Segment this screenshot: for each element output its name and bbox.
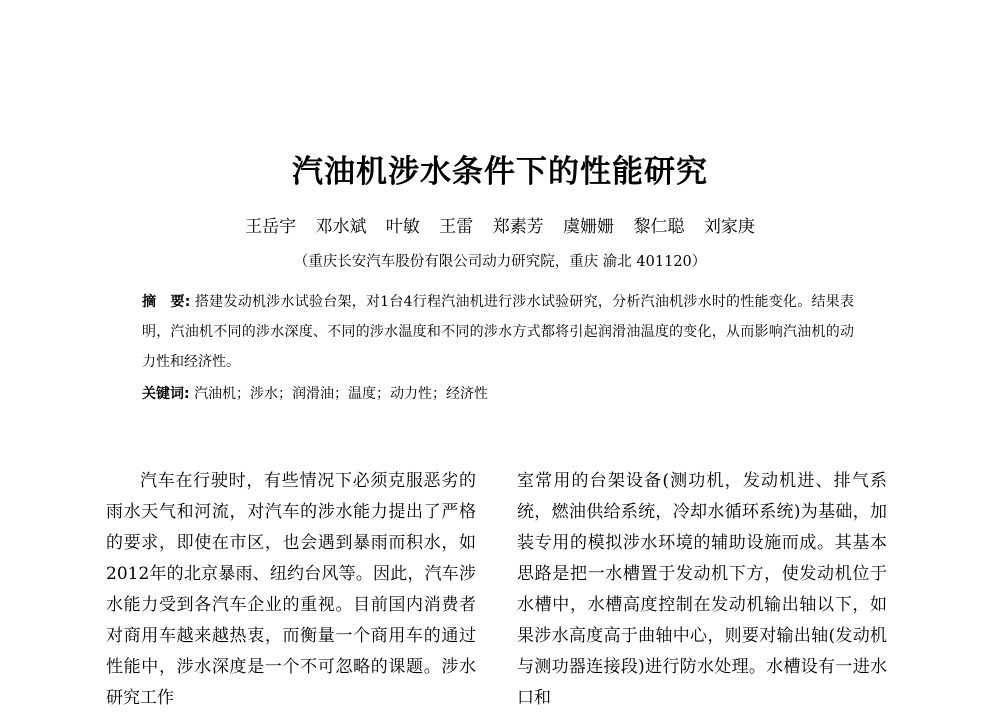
body-column-right [517,466,887,714]
body-column-left [106,466,476,714]
keywords-text: 汽油机；涉水；润滑油；温度；动力性；经济性 [194,386,489,402]
affiliation: （重庆长安汽车股份有限公司动力研究院，重庆 渝北 401120） [293,254,707,270]
abstract-text: 搭建发动机涉水试验台架，对1台4行程汽油机进行涉水试验研究，分析汽油机涉水时的性能变化。结果表明，汽油机不同的涉水深度、不同的涉水温度和不同的涉水方式都将引起润滑油温度的变化，从而影响汽油机的动力性和经济性。 [142,294,854,370]
abstract-label: 摘 要: [142,294,191,310]
keywords [142,379,854,409]
abstract [142,287,854,377]
body-paragraph-left: 汽车在行驶时，有些情况下必须克服恶劣的雨水天气和河流，对汽车的涉水能力提出了严格的要求，即使在市区，也会遇到暴雨而积水，如2012年的北京暴雨、纽约台风等。因此，汽车涉水能力受到各汽车企业的重视。目前国内消费者对商用车越来越热衷，而衡量一个商用车的通过性能中，涉水深度是一个不可忽略的课题。涉水研究工作 [106,471,476,708]
paper-title: 汽油机涉水条件下的性能研究 [292,154,708,190]
keywords-label: 关键词: [142,386,190,402]
body-paragraph-right: 室常用的台架设备(测功机，发动机进、排气系统，燃油供给系统，冷却水循环系统)为基础，加装专用的模拟涉水环境的辅助设施而成。其基本思路是把一水槽置于发动机下方，使发动机位于水槽中，水槽高度控制在发动机输出轴以下，如果涉水高度高于曲轴中心，则要对输出轴(发动机与测功器连接段)进行防水处理。水槽设有一进水口和 [517,471,887,708]
author-list: 王岳宇 邓水斌 叶敏 王雷 郑素芳 虞姗姗 黎仁聪 刘家庚 [245,217,755,237]
